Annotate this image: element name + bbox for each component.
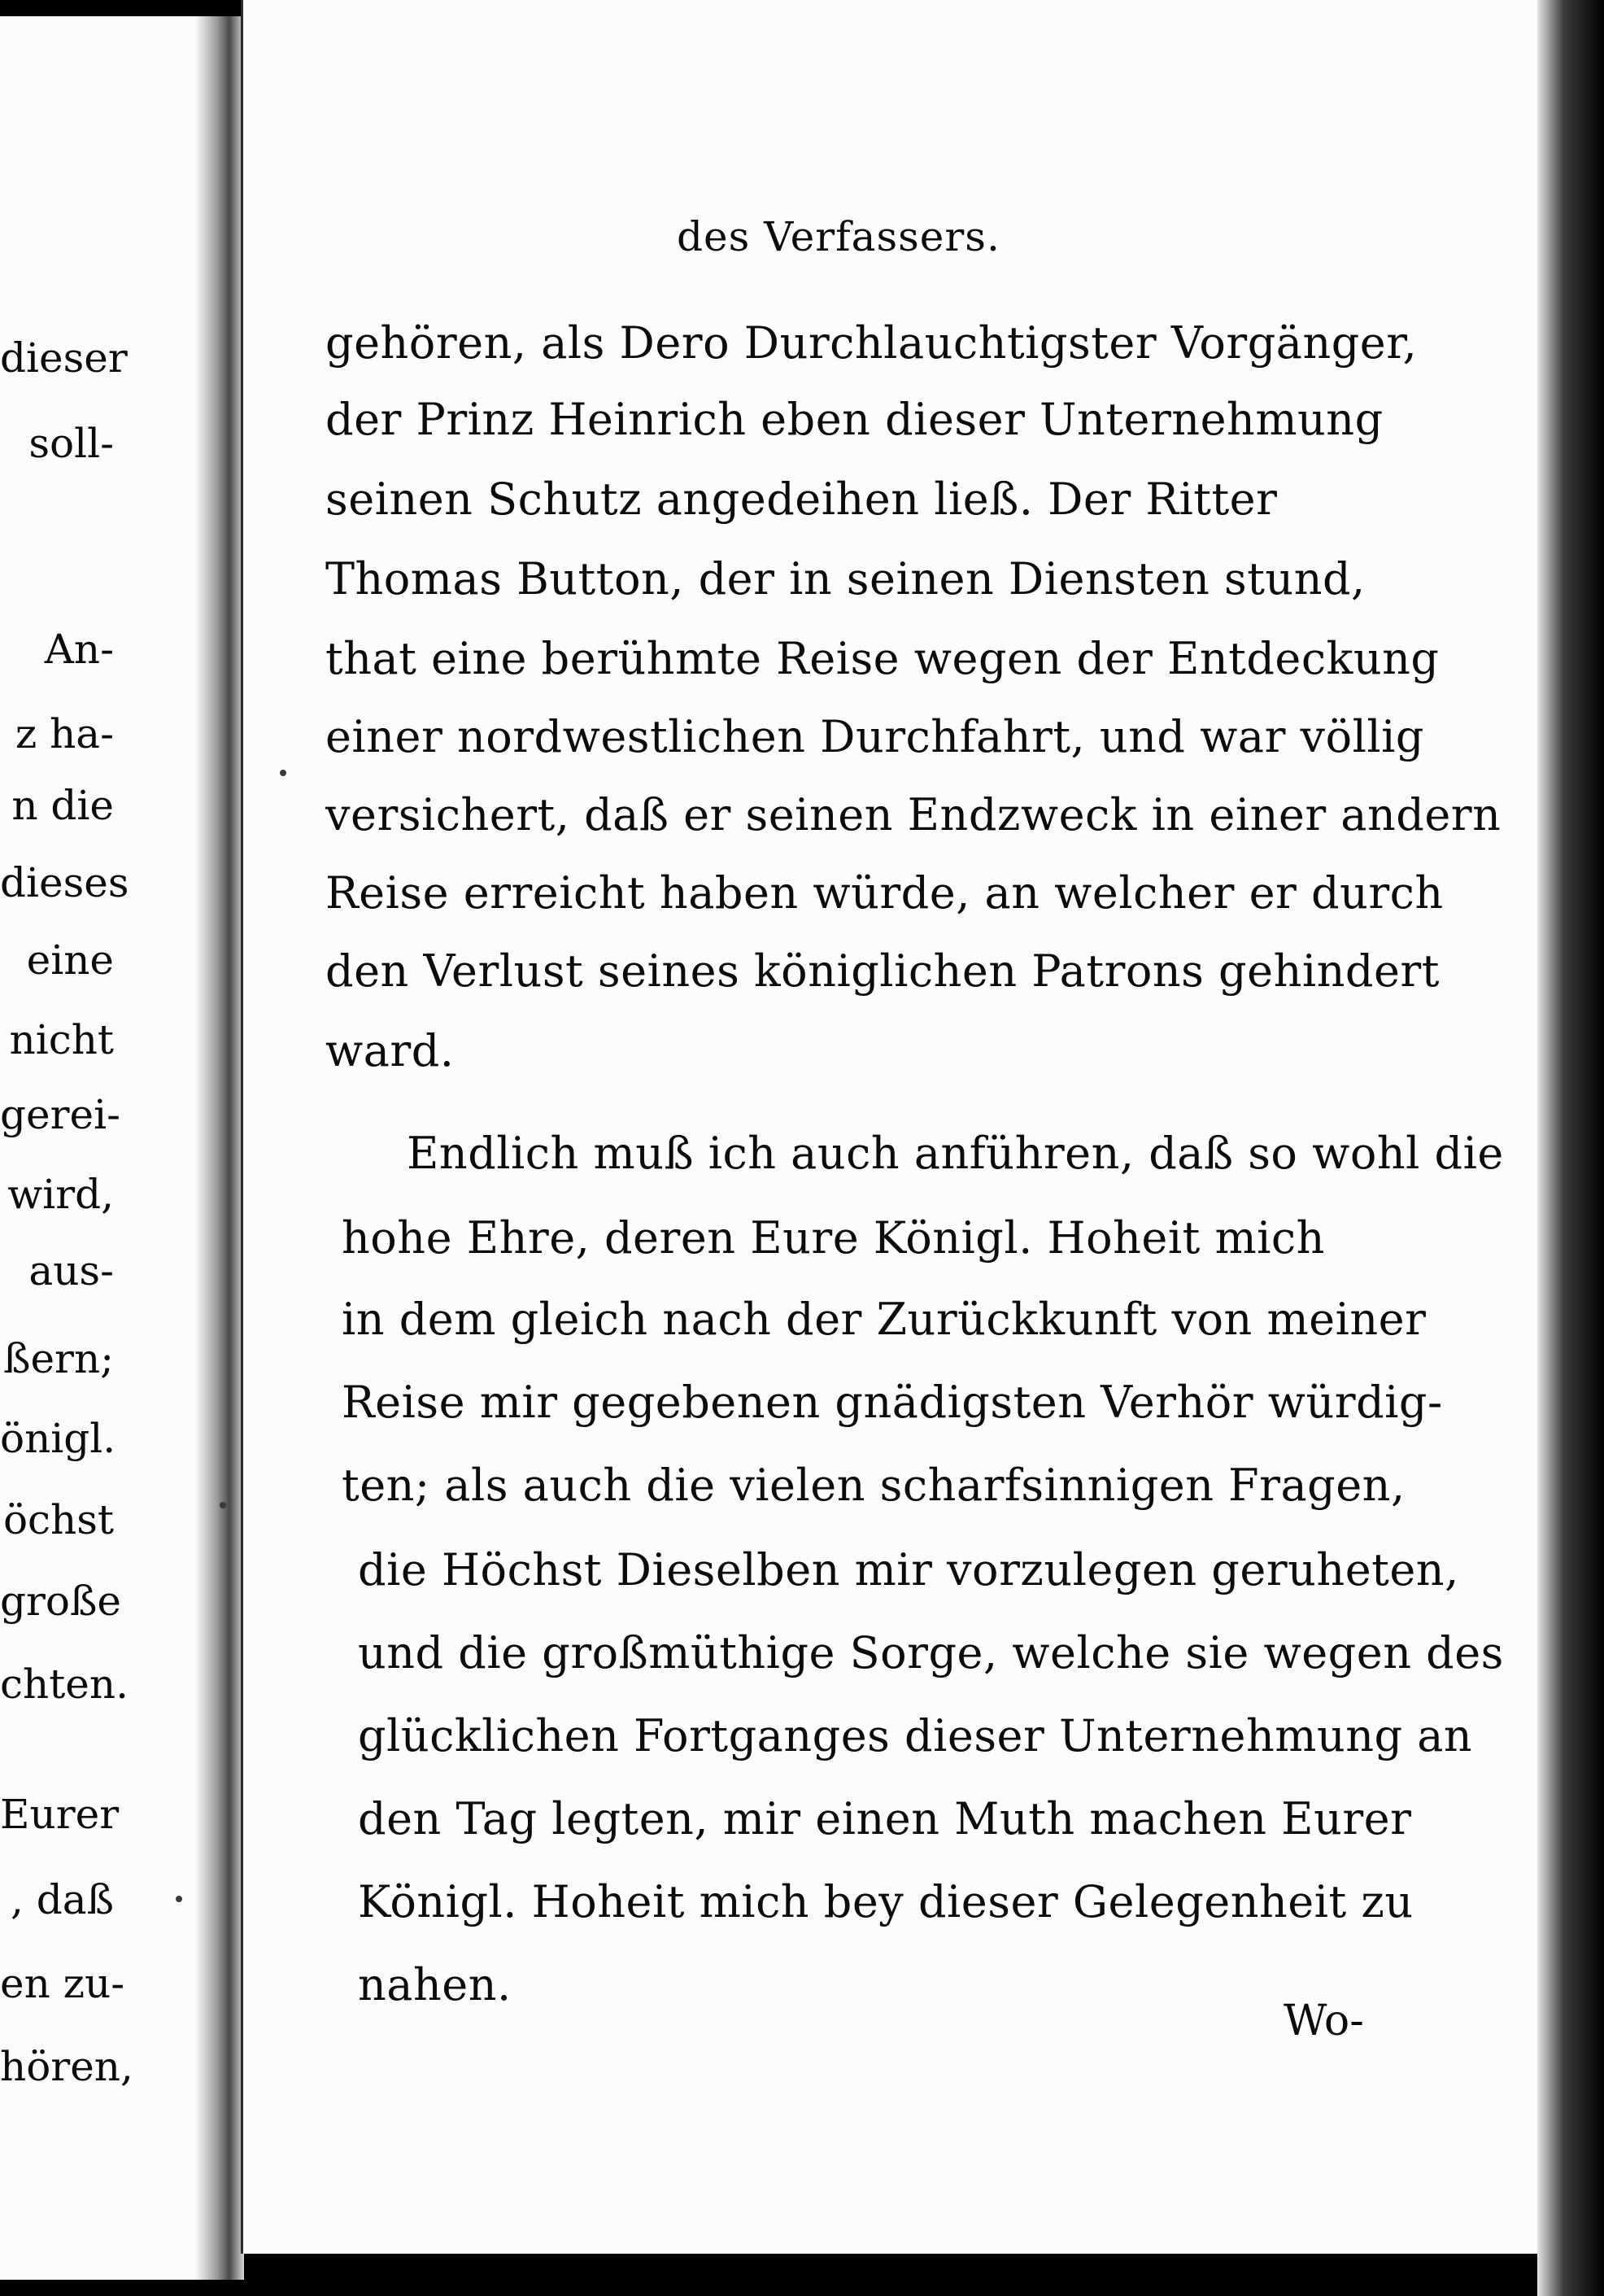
paragraph2-line: ten; als auch die vielen scharfsinnigen Fragen, <box>342 1460 1406 1511</box>
paragraph1-line: seinen Schutz angedeihen ließ. Der Ritter <box>325 474 1278 525</box>
paragraph1-line: ward. <box>325 1025 455 1076</box>
left-fragment: chten. <box>0 1661 129 1708</box>
paragraph1-line: einer nordwestlichen Durchfahrt, und war völlig <box>325 711 1424 762</box>
ink-speck <box>280 770 286 776</box>
left-fragment: große <box>0 1578 121 1625</box>
paragraph1-line: gehören, als Dero Durchlauchtigster Vorgänger, <box>325 317 1418 369</box>
ink-speck <box>220 1502 226 1508</box>
running-head: des Verfassers. <box>677 213 1000 260</box>
left-fragment: eine <box>26 936 114 984</box>
paragraph1-line: Thomas Button, der in seinen Diensten stund, <box>325 553 1366 605</box>
paragraph2-line: in dem gleich nach der Zurückkunft von meiner <box>342 1294 1427 1345</box>
page-edge-shadow <box>1537 0 1604 2296</box>
paragraph2-line: die Höchst Dieselben mir vorzulegen geruheten, <box>358 1544 1459 1595</box>
left-fragment: nicht <box>9 1016 114 1063</box>
left-fragment: soll- <box>28 420 114 467</box>
paragraph2-line: hohe Ehre, deren Eure Königl. Hoheit mich <box>342 1212 1325 1264</box>
left-fragment: dieser <box>0 334 128 382</box>
paragraph2-line: den Tag legten, mir einen Muth machen Eurer <box>358 1793 1412 1844</box>
paragraph2-line: Reise mir gegebenen gnädigsten Verhör würdig- <box>342 1377 1443 1428</box>
left-fragment: n die <box>11 782 114 829</box>
paragraph2-line: nahen. <box>358 1959 512 2010</box>
paragraph1-line: Reise erreicht haben würde, an welcher er durch <box>325 867 1444 919</box>
left-fragment: dieses <box>0 859 129 906</box>
left-fragment: aus- <box>28 1247 114 1294</box>
paragraph1-line: den Verlust seines königlichen Patrons gehindert <box>325 945 1440 997</box>
paragraph2-line: glücklichen Fortganges dieser Unternehmung an <box>358 1710 1473 1761</box>
book-gutter <box>195 16 244 2280</box>
paragraph1-line: versichert, daß er seinen Endzweck in einer andern <box>325 789 1502 840</box>
paragraph1-line: der Prinz Heinrich eben dieser Unternehmung <box>325 394 1384 445</box>
ink-speck <box>176 1896 182 1902</box>
left-fragment: önigl. <box>0 1415 116 1462</box>
paragraph2-line: und die großmüthige Sorge, welche sie wegen des <box>358 1627 1504 1678</box>
left-fragment: , daß <box>10 1876 114 1923</box>
paragraph2-line: Endlich muß ich auch anführen, daß so wohl die <box>407 1128 1504 1179</box>
paragraph2-line: Königl. Hoheit mich bey dieser Gelegenheit zu <box>358 1876 1414 1927</box>
paragraph1-line: that eine berühmte Reise wegen der Entdeckung <box>325 633 1440 684</box>
left-fragment: hören, <box>0 2043 133 2090</box>
left-fragment: Eurer <box>0 1791 120 1838</box>
left-fragment: öchst <box>2 1496 114 1543</box>
left-fragment: wird, <box>7 1171 114 1218</box>
left-fragment: z ha- <box>15 710 114 757</box>
left-fragment: An- <box>44 626 114 673</box>
catchword: Wo- <box>1284 1997 1364 2045</box>
left-fragment: ßern; <box>3 1335 114 1382</box>
left-fragment: en zu- <box>0 1960 125 2007</box>
left-fragment: gerei- <box>0 1091 120 1138</box>
